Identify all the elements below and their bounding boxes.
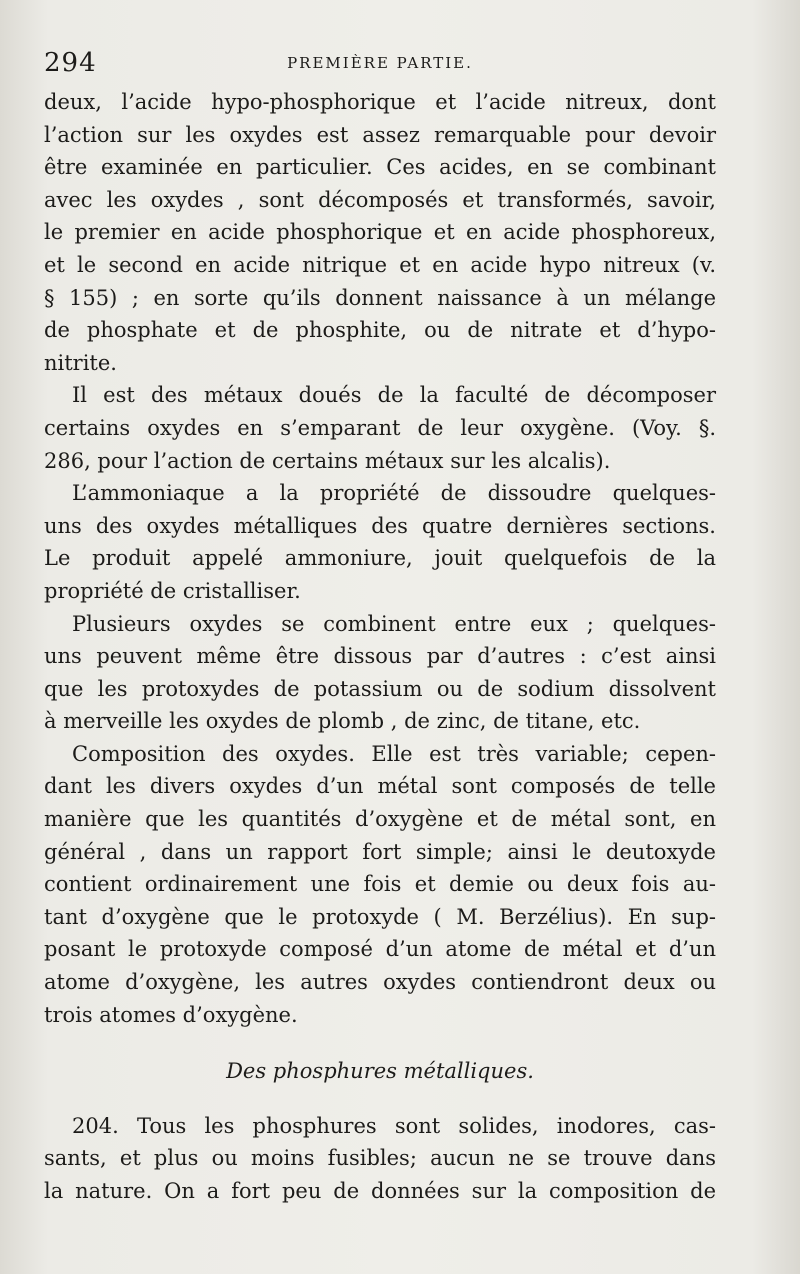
text-line: uns peuvent même être dissous par d’autres : c’est ainsi: [44, 644, 716, 669]
text-line: sants, et plus ou moins fusibles; aucun ne se trouve dans: [44, 1146, 716, 1171]
text-line: manière que les quantités d’oxygène et de métal sont, en: [44, 807, 716, 832]
text-line: de phosphate et de phosphite, ou de nitrate et d’hypo-: [44, 318, 716, 343]
text-line: nitrite.: [44, 350, 117, 375]
text-line: Plusieurs oxydes se combinent entre eux ; quelques-: [72, 611, 716, 636]
text-line: atome d’oxygène, les autres oxydes contiendront deux ou: [44, 970, 716, 995]
text-line: uns des oxydes métalliques des quatre dernières sections.: [44, 513, 716, 538]
text-line: deux, l’acide hypo-phosphorique et l’acide nitreux, dont: [44, 90, 716, 114]
text-line: avec les oxydes , sont décomposés et transformés, savoir,: [44, 187, 716, 212]
text-line: Il est des métaux doués de la faculté de décomposer: [72, 383, 716, 408]
page-number: 294: [44, 48, 97, 78]
text-line: 286, pour l’action de certains métaux sur les alcalis).: [44, 448, 611, 473]
text-line: dant les divers oxydes d’un métal sont composés de telle: [44, 774, 716, 799]
text-line: 204. Tous les phosphures sont solides, inodores, cas-: [72, 1113, 716, 1138]
text-line: contient ordinairement une fois et demie ou deux fois au-: [44, 872, 716, 897]
text-line: et le second en acide nitrique et en acide hypo nitreux (v.: [44, 252, 716, 277]
text-line: tant d’oxygène que le protoxyde ( M. Berzélius). En sup-: [44, 904, 716, 929]
text-line: posant le protoxyde composé d’un atome de métal et d’un: [44, 937, 716, 962]
running-title: PREMIÈRE PARTIE.: [287, 54, 473, 72]
text-line: Le produit appelé ammoniure, jouit quelquefois de la: [44, 546, 716, 571]
text-line: propriété de cristalliser.: [44, 578, 301, 603]
text-line: L’ammoniaque a la propriété de dissoudre quelques-: [72, 481, 716, 506]
text-line: général , dans un rapport fort simple; ainsi le deutoxyde: [44, 839, 716, 864]
text-line: certains oxydes en s’emparant de leur oxygène. (Voy. §.: [44, 415, 716, 440]
text-line: être examinée en particulier. Ces acides, en se combinant: [44, 155, 716, 180]
text-line: § 155) ; en sorte qu’ils donnent naissance à un mélange: [44, 285, 716, 310]
body-text: [44, 86, 716, 1208]
text-line: trois atomes d’oxygène.: [44, 1002, 298, 1027]
text-line: la nature. On a fort peu de données sur la composition de: [44, 1179, 716, 1203]
section-heading: Des phosphures métalliques.: [226, 1059, 534, 1084]
text-line: que les protoxydes de potassium ou de sodium dissolvent: [44, 676, 716, 701]
text-line: le premier en acide phosphorique et en acide phosphoreux,: [44, 220, 716, 245]
page-header: [44, 44, 716, 84]
text-line: Composition des oxydes. Elle est très variable; cepen-: [72, 741, 716, 766]
text-line: à merveille les oxydes de plomb , de zinc, de titane, etc.: [44, 709, 641, 734]
text-line: l’action sur les oxydes est assez remarquable pour devoir: [44, 122, 716, 147]
